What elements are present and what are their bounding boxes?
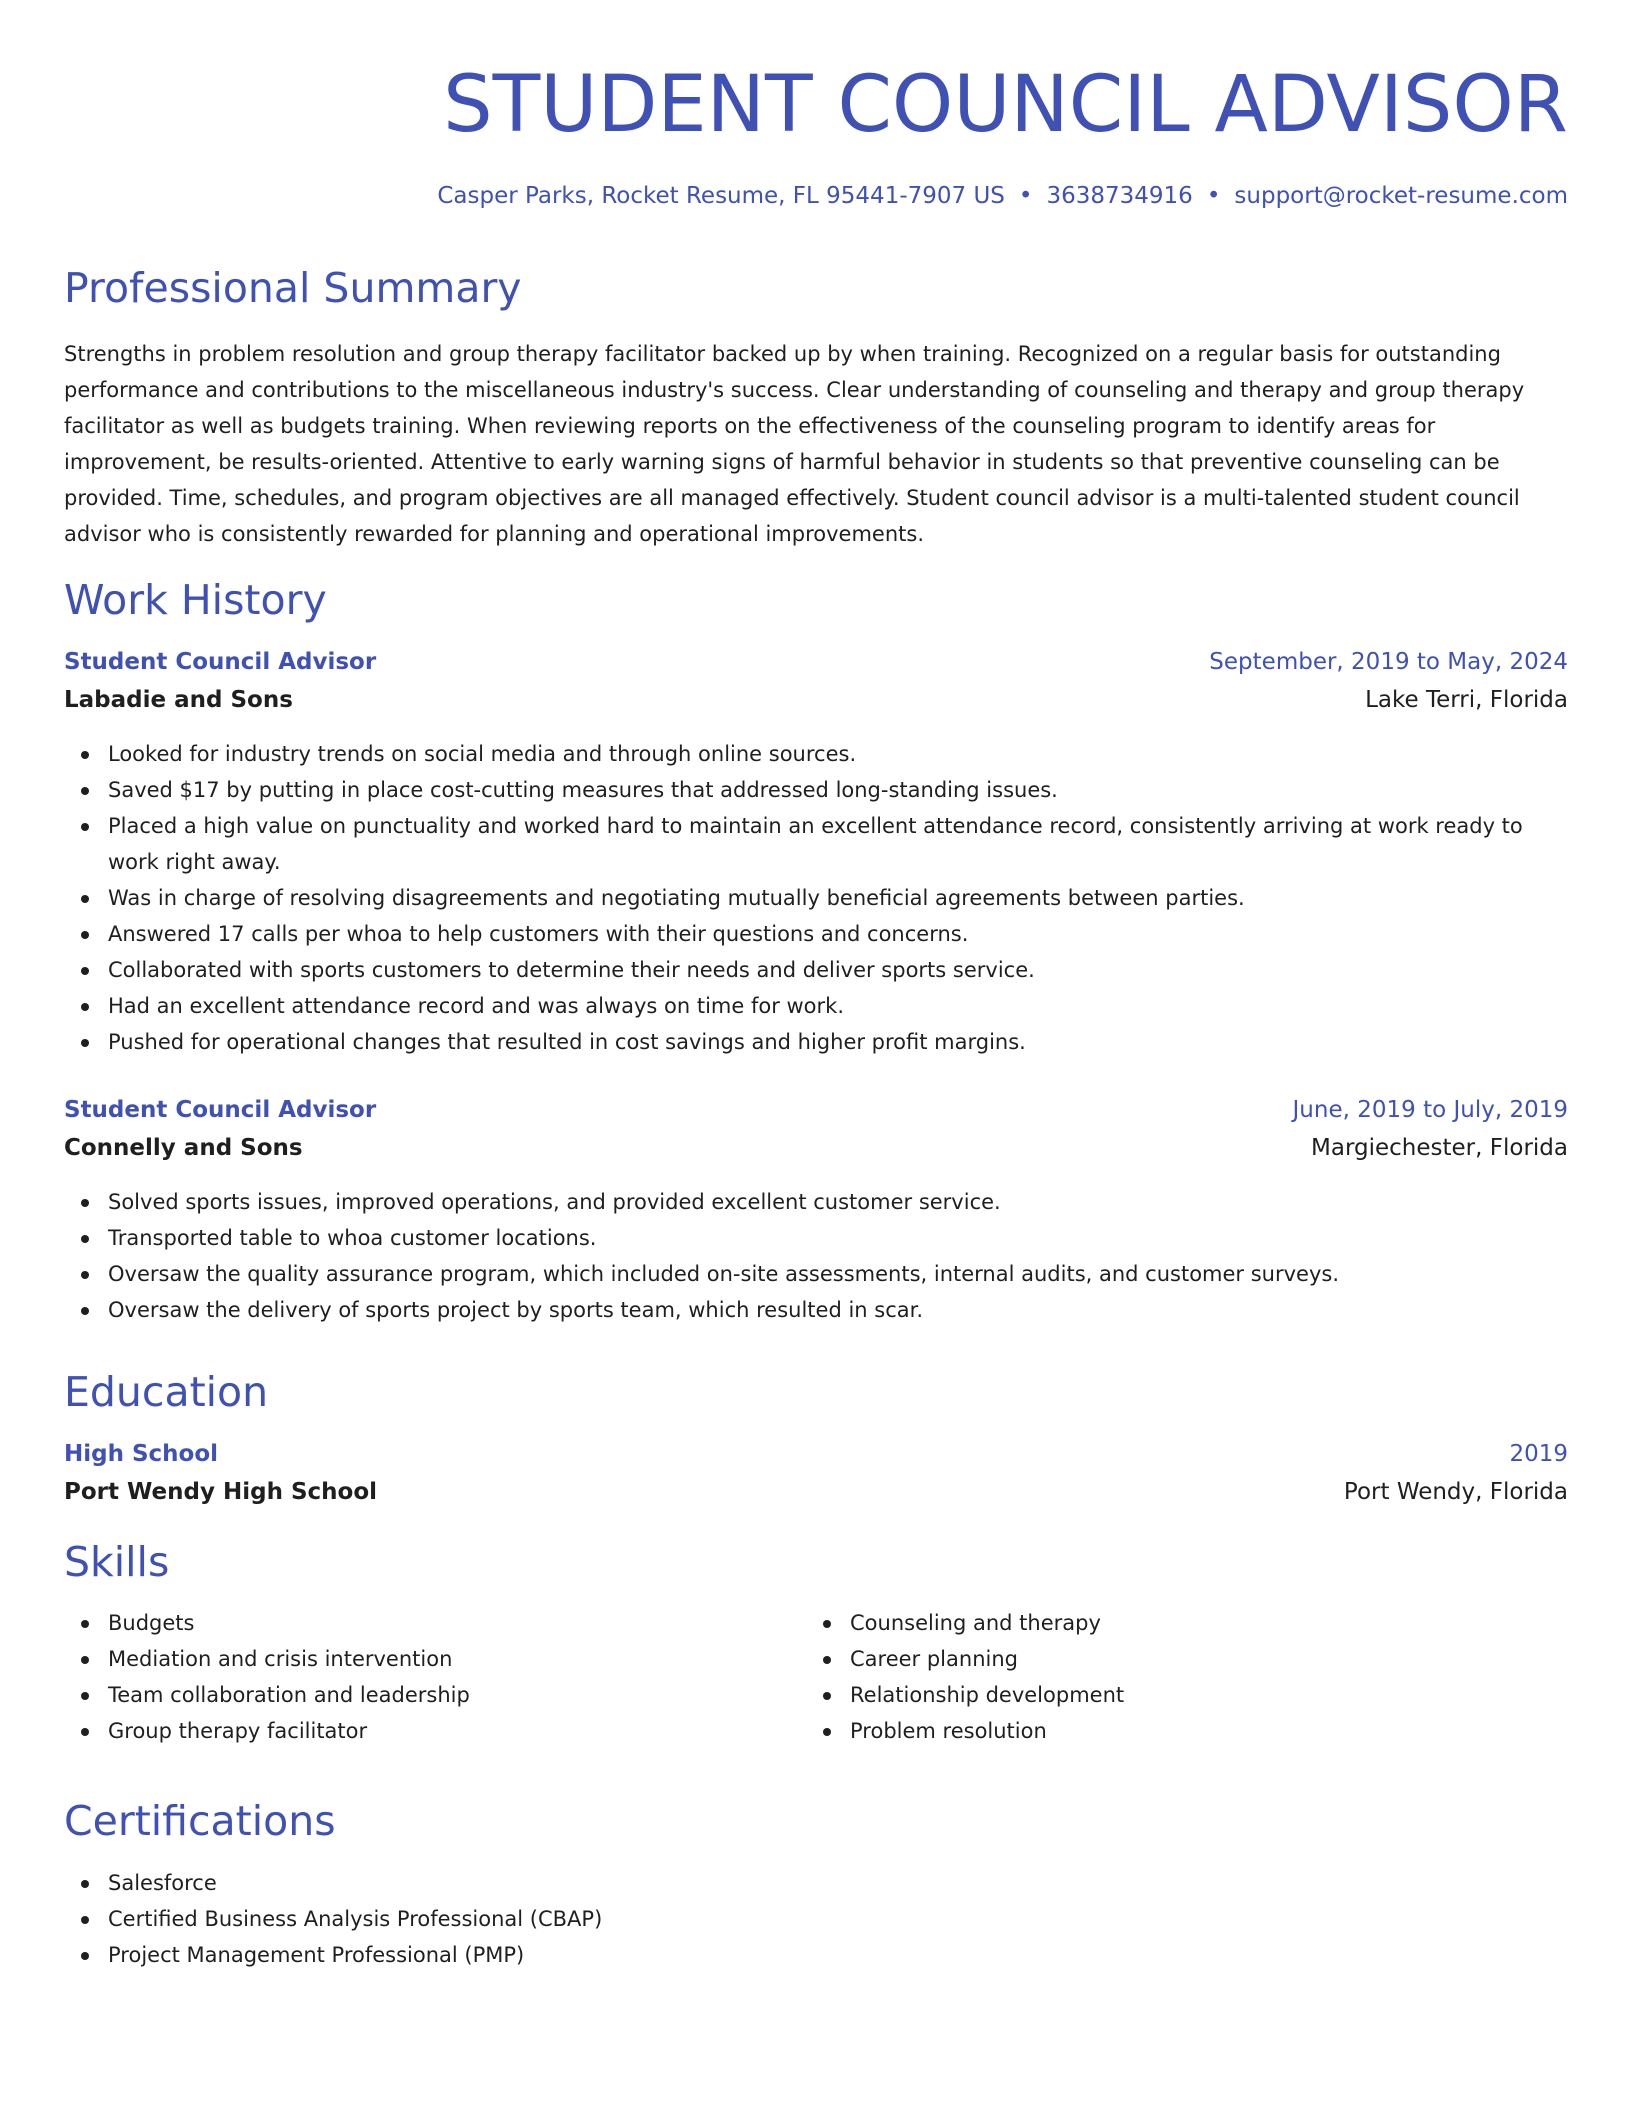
education-degree: High School xyxy=(64,1441,219,1467)
education-school: Port Wendy High School xyxy=(64,1479,378,1505)
list-item: Career planning xyxy=(806,1641,1546,1677)
list-item: Saved $17 by putting in place cost-cutting measures that addressed long-standing issues. xyxy=(64,772,1568,808)
list-item: Relationship development xyxy=(806,1677,1546,1713)
education-school-row xyxy=(64,1474,1568,1510)
section-title-education: Education xyxy=(64,1368,269,1416)
job-2-bullets xyxy=(64,1184,1568,1328)
list-item: Looked for industry trends on social media and through online sources. xyxy=(64,736,1568,772)
certifications-list xyxy=(64,1865,1568,1973)
list-item: Project Management Professional (PMP) xyxy=(64,1937,1568,1973)
contact-separator: • xyxy=(1206,183,1221,209)
list-item: Transported table to whoa customer locations. xyxy=(64,1220,1568,1256)
section-title-skills: Skills xyxy=(64,1538,170,1586)
contact-phone: 3638734916 xyxy=(1046,183,1193,209)
list-item: Certified Business Analysis Professional (CBAP) xyxy=(64,1901,1568,1937)
education-location: Port Wendy, Florida xyxy=(1343,1479,1568,1505)
list-item: Problem resolution xyxy=(806,1713,1546,1749)
skills-list-left xyxy=(64,1605,804,1749)
education-year: 2019 xyxy=(1509,1441,1568,1467)
list-item: Oversaw the delivery of sports project by sports team, which resulted in scar. xyxy=(64,1292,1568,1328)
list-item: Placed a high value on punctuality and worked hard to maintain an excellent attendance record, consistently arriving at work ready to work right away. xyxy=(64,808,1568,880)
section-title-work-history: Work History xyxy=(64,576,327,624)
contact-line xyxy=(437,180,1568,212)
list-item: Budgets xyxy=(64,1605,804,1641)
list-item: Pushed for operational changes that resulted in cost savings and higher profit margins. xyxy=(64,1024,1568,1060)
resume-page xyxy=(64,0,1568,1967)
contact-address: Casper Parks, Rocket Resume, FL 95441-7907 US xyxy=(437,183,1005,209)
list-item: Had an excellent attendance record and was always on time for work. xyxy=(64,988,1568,1024)
list-item: Oversaw the quality assurance program, which included on-site assessments, internal audits, and customer surveys. xyxy=(64,1256,1568,1292)
job-dates: September, 2019 to May, 2024 xyxy=(1209,649,1568,675)
list-item: Answered 17 calls per whoa to help customers with their questions and concerns. xyxy=(64,916,1568,952)
contact-email: support@rocket-resume.com xyxy=(1234,183,1568,209)
list-item: Team collaboration and leadership xyxy=(64,1677,804,1713)
contact-separator: • xyxy=(1018,183,1033,209)
list-item: Group therapy facilitator xyxy=(64,1713,804,1749)
list-item: Counseling and therapy xyxy=(806,1605,1546,1641)
list-item: Collaborated with sports customers to determine their needs and deliver sports service. xyxy=(64,952,1568,988)
job-role: Student Council Advisor xyxy=(64,1097,377,1123)
candidate-title: STUDENT COUNCIL ADVISOR xyxy=(443,60,1568,150)
job-dates: June, 2019 to July, 2019 xyxy=(1292,1097,1568,1123)
summary-text: Strengths in problem resolution and group therapy facilitator backed up by when training. Recognized on a regular basis for outstanding performance and contributions to the miscellaneous industry's success. Clear understanding of counseling and therapy and group therapy facilitator as well as budgets training. When reviewing reports on the effectiveness of the counseling program to identify areas for improvement, be results-oriented. Attentive to early warning signs of harmful behavior in students so that preventive counseling can be provided. Time, schedules, and program objectives are all managed effectively. Student council advisor is a multi-talented student council advisor who is consistently rewarded for planning and operational improvements. xyxy=(64,342,1525,546)
education-header xyxy=(64,1436,1568,1472)
job-location: Lake Terri, Florida xyxy=(1365,687,1568,713)
section-title-summary: Professional Summary xyxy=(64,264,522,312)
job-role: Student Council Advisor xyxy=(64,649,377,675)
job-2-employer xyxy=(64,1130,1568,1166)
list-item: Solved sports issues, improved operations, and provided excellent customer service. xyxy=(64,1184,1568,1220)
job-1-employer xyxy=(64,682,1568,718)
section-title-certifications: Certifications xyxy=(64,1797,336,1845)
job-location: Margiechester, Florida xyxy=(1311,1135,1568,1161)
list-item: Mediation and crisis intervention xyxy=(64,1641,804,1677)
skills-list-right xyxy=(806,1605,1546,1749)
list-item: Salesforce xyxy=(64,1865,1568,1901)
job-company: Labadie and Sons xyxy=(64,687,293,713)
job-2-header xyxy=(64,1092,1568,1128)
job-company: Connelly and Sons xyxy=(64,1135,303,1161)
job-1-bullets xyxy=(64,736,1568,1060)
job-1-header xyxy=(64,644,1568,680)
list-item: Was in charge of resolving disagreements and negotiating mutually beneficial agreements between parties. xyxy=(64,880,1568,916)
